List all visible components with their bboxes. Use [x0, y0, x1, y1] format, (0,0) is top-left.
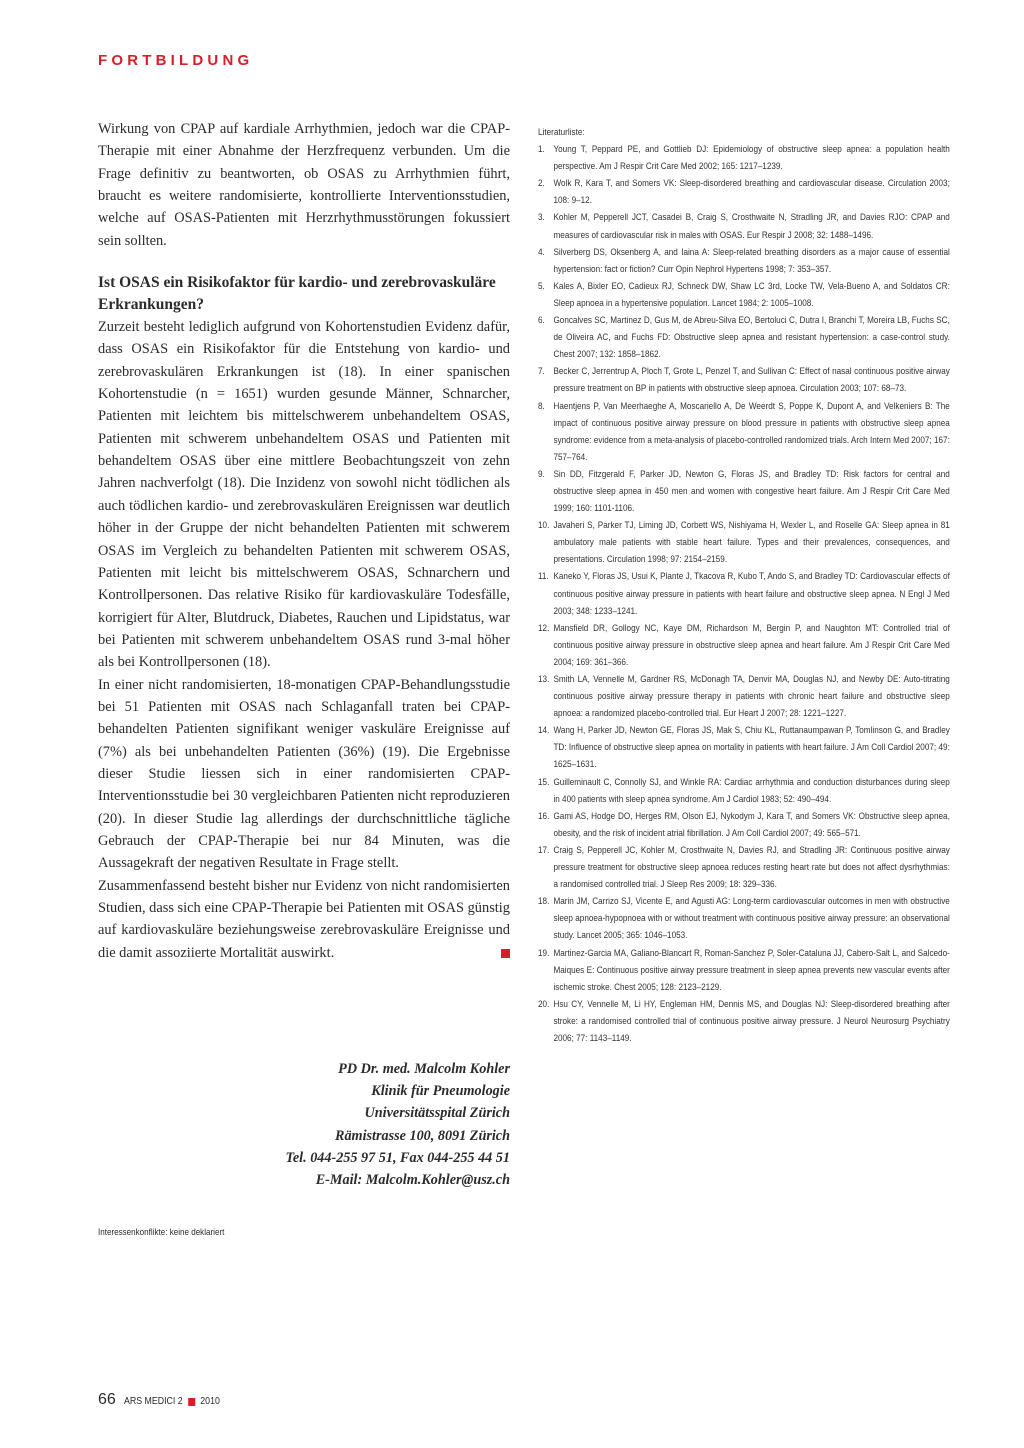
- page-footer: [98, 1391, 233, 1409]
- reference-number: 13.: [538, 674, 550, 685]
- reference-item: [538, 568, 950, 619]
- reference-text: Craig S, Pepperell JC, Kohler M, Crosthwaite N, Davies RJ, and Stradling JR: Continuous positive airway pressure treatment for obstructive sleep apnoea reduces resting heart rate but does not affect dysrhythmias: a randomised controlled trial. J Sleep Res 2009; 18: 329–336.: [553, 844, 950, 891]
- reference-number: 18.: [538, 896, 550, 908]
- reference-text: Javaheri S, Parker TJ, Liming JD, Corbett WS, Nishiyama H, Wexler L, and Roselle GA: Sleep apnea in 81 ambulatory male patients with stable heart failure. Types and their prevalences, consequences, and presentations. Circulation 1998; 97: 2154–2159.: [553, 520, 950, 566]
- reference-text: Sin DD, Fitzgerald F, Parker JD, Newton G, Floras JS, and Bradley TD: Risk factors for central and obstructive sleep apnea in 450 men and women with congestive heart failure. Am J Respir Crit Care Med 1999; 160: 1101-1106.: [553, 468, 950, 515]
- reference-item: [538, 996, 950, 1047]
- reference-number: 8.: [538, 400, 545, 412]
- reference-column: [538, 124, 950, 1047]
- reference-text: Marin JM, Carrizo SJ, Vicente E, and Agusti AG: Long-term cardiovascular outcomes in men with obstructive sleep apnoea-hypopnoea with or without treatment with continuous positive airway pressure: an observational study. Lancet 2005; 365: 1046–1053.: [553, 896, 950, 942]
- reference-number: 15.: [538, 776, 550, 788]
- paragraph-4-text: Zusammenfassend besteht bisher nur Evidenz von nicht randomisierten Studien, dass sich eine CPAP-Therapie bei Patienten mit OSAS günstig auf kardiovaskuläre beziehungsweise zerebrovaskuläre Ereignisse und die damit assoziierte Mortalität auswirkt.: [98, 877, 510, 961]
- paragraph-2: Zurzeit besteht lediglich aufgrund von Kohortenstudien Evidenz dafür, dass OSAS ein Risikofaktor für die Entstehung von kardio- und zerebrovaskulären Erkrankungen ist (18). In einer spanischen Kohortenstudie (n = 1651) wurden gesunde Männer, Schnarcher, Patienten mit leichtem bis mittelschwerem unbehandeltem OSAS, Patienten mit schwerem unbehandeltem OSAS und Patienten mit behandeltem OSAS über eine mittlere Beobachtungszeit von zehn Jahren nachverfolgt (18). Die Inzidenz von sowohl nicht tödlichen als auch tödlichen kardio- und zerebrovaskulären Ereignissen war deutlich höher in der Gruppe der nicht behandelten Patienten mit schwerem OSAS im Vergleich zu behandelten Patienten mit schwerem OSAS, Patienten mit leicht bis mittelschwerem OSAS, Schnarchern und Kontrollpersonen. Das relative Risiko für kardiovaskuläre Todesfälle, korrigiert für Alter, Blutdruck, Diabetes, Rauchen und Lipidstatus, war bei Patienten mit schwerem unbehandeltem OSAS rund 3-mal höher als bei Kontrollpersonen (18).: [98, 319, 510, 671]
- reference-text: Kohler M, Pepperell JCT, Casadei B, Craig S, Crosthwaite N, Stradling JR, and Davies RJO: CPAP and measures of cardiovascular risk in males with OSAS. Eur Respir J 2008; 32: 1488–1496.: [553, 212, 950, 241]
- author-clinic: Klinik für Pneumologie: [371, 1083, 510, 1100]
- paragraph-4: [98, 875, 510, 964]
- conflict-of-interest: Interessenkonflikte: keine deklariert: [98, 1226, 225, 1237]
- reference-item: [538, 517, 950, 568]
- journal-name: ARS MEDICI 2: [123, 1396, 183, 1407]
- reference-number: 1.: [538, 144, 545, 156]
- reference-number: 11.: [538, 571, 549, 583]
- reference-number: 17.: [538, 844, 550, 856]
- reference-number: 9.: [538, 468, 545, 480]
- reference-heading: Literaturliste:: [538, 127, 585, 138]
- reference-text: Smith LA, Vennelle M, Gardner RS, McDonagh TA, Denvir MA, Douglas NJ, and Newby DE: Auto-titrating continuous positive airway pressure therapy in patients with chronic heart failure and obstructive sleep apnoea: a randomized placebo-controlled trial. Eur Heart J 2007; 28: 1221–1227.: [553, 674, 950, 720]
- author-hospital: Universitätsspital Zürich: [364, 1105, 510, 1122]
- reference-text: Wang H, Parker JD, Newton GE, Floras JS, Mak S, Chiu KL, Ruttanaumpawan P, Tomlinson G, and Bradley TD: Influence of obstructive sleep apnea on mortality in patients with heart failure. J Am Coll Cardiol 2007; 49: 1625–1631.: [553, 725, 950, 771]
- reference-text: Young T, Peppard PE, and Gottlieb DJ: Epidemiology of obstructive sleep apnea: a population health perspective. Am J Respir Crit Care Med 2002; 165: 1217–1239.: [553, 144, 950, 173]
- reference-text: Silverberg DS, Oksenberg A, and Iaina A: Sleep-related breathing disorders as a major cause of essential hypertension: fact or fiction? Curr Opin Nephrol Hypertens 1998; 7: 353–357.: [553, 246, 950, 275]
- article-column: [98, 118, 510, 964]
- reference-item: [538, 722, 950, 773]
- reference-item: [538, 175, 950, 209]
- journal-year: 2010: [200, 1396, 220, 1407]
- reference-text: Goncalves SC, Martinez D, Gus M, de Abreu-Silva EO, Bertoluci C, Dutra I, Branchi T, Moreira LB, Fuchs SC, de Oliveira AC, and Fuchs FD: Obstructive sleep apnea and resistant hypertension: a case-control study. Chest 2007; 132: 1858–1862.: [553, 315, 950, 361]
- reference-text: Martinez-Garcia MA, Galiano-Blancart R, Roman-Sanchez P, Soler-Cataluna JJ, Cabero-Salt L, and Salcedo-Maiques E: Continuous positive airway pressure treatment in sleep apnea prevents new vascular events after ischemic stroke. Chest 2005; 128: 2123–2129.: [553, 947, 950, 993]
- author-street: Rämistrasse 100, 8091 Zürich: [334, 1127, 510, 1144]
- reference-number: 5.: [538, 280, 545, 292]
- end-of-article-mark: [501, 949, 510, 958]
- reference-text: Kaneko Y, Floras JS, Usui K, Plante J, Tkacova R, Kubo T, Ando S, and Bradley TD: Cardiovascular effects of continuous positive airway pressure in patients with heart failure and obstructive sleep apnea. N Engl J Med 2003; 348: 1233–1241.: [553, 571, 950, 617]
- reference-item: [538, 671, 950, 722]
- reference-text: Gami AS, Hodge DO, Herges RM, Olson EJ, Nykodym J, Kara T, and Somers VK: Obstructive sleep apnea, obesity, and the risk of incident atrial fibrillation. J Am Coll Cardiol 2007; 49: 565–571.: [553, 810, 950, 839]
- reference-item: [538, 312, 950, 363]
- author-address: [98, 1058, 510, 1191]
- reference-number: 16.: [538, 810, 550, 822]
- reference-number: 4.: [538, 246, 545, 258]
- page-number: 66: [98, 1391, 116, 1408]
- reference-text: Guilleminault C, Connolly SJ, and Winkle RA: Cardiac arrhythmia and conduction disturbances during sleep in 400 patients with sleep apnea syndrome. Am J Cardiol 1983; 52: 490–494.: [553, 776, 950, 805]
- reference-list: [538, 141, 950, 1047]
- journal-info: [124, 1396, 220, 1407]
- reference-text: Wolk R, Kara T, and Somers VK: Sleep-disordered breathing and cardiovascular disease. Circulation 2003; 108: 9–12.: [553, 178, 950, 207]
- reference-item: [538, 945, 950, 996]
- reference-item: [538, 278, 950, 312]
- reference-number: 20.: [538, 998, 550, 1010]
- reference-text: Kales A, Bixler EO, Cadieux RJ, Schneck DW, Shaw LC 3rd, Locke TW, Vela-Bueno A, and Soldatos CR: Sleep apnoea in a hypertensive population. Lancet 1984; 2: 1005–1008.: [553, 280, 950, 309]
- reference-text: Becker C, Jerrentrup A, Ploch T, Grote L, Penzel T, and Sullivan C: Effect of nasal continuous positive airway pressure treatment on BP in patients with obstructive sleep apnoea. Circulation 2003; 107: 68–73.: [553, 366, 950, 395]
- reference-number: 12.: [538, 622, 550, 634]
- author-phone: Tel. 044-255 97 51, Fax 044-255 44 51: [285, 1149, 510, 1166]
- reference-item: [538, 774, 950, 808]
- reference-number: 6.: [538, 315, 545, 327]
- section-header: FORTBILDUNG: [98, 52, 254, 69]
- reference-item: [538, 363, 950, 397]
- reference-number: 14.: [538, 725, 550, 737]
- reference-item: [538, 209, 950, 243]
- reference-item: [538, 842, 950, 893]
- footer-square-mark: [188, 1398, 195, 1406]
- reference-number: 10.: [538, 520, 550, 532]
- reference-text: Hsu CY, Vennelle M, Li HY, Engleman HM, Dennis MS, and Douglas NJ: Sleep-disordered breathing after stroke: a randomised controlled trial of continuous positive airway pressure. J Neurol Neurosurg Psychiatry 2006; 77: 1143–1149.: [553, 998, 950, 1044]
- reference-text: Mansfield DR, Gollogy NC, Kaye DM, Richardson M, Bergin P, and Naughton MT: Controlled trial of continuous positive airway pressure in obstructive sleep apnea and heart failure. Am J Respir Crit Care Med 2004; 169: 361–366.: [553, 622, 950, 668]
- reference-item: [538, 244, 950, 278]
- reference-item: [538, 398, 950, 466]
- reference-item: [538, 620, 950, 671]
- section-heading: Ist OSAS ein Risikofaktor für kardio- und zerebrovaskuläre Erkrankungen?: [98, 274, 496, 314]
- reference-item: [538, 141, 950, 175]
- reference-text: Haentjens P, Van Meerhaeghe A, Moscariello A, De Weerdt S, Poppe K, Dupont A, and Velkeniers B: The impact of continuous positive airway pressure on blood pressure in patients with obstructive sleep apnea syndrome: evidence from a meta-analysis of placebo-controlled randomized trials. Arch Intern Med 2007; 167: 757–764.: [553, 400, 950, 463]
- reference-item: [538, 466, 950, 517]
- paragraph-1: Wirkung von CPAP auf kardiale Arrhythmien, jedoch war die CPAP-Therapie mit einer Abnahme der Herzfrequenz verbunden. Um die Frage definitiv zu beantworten, ob OSAS zu Arrhythmien führt, braucht es weitere randomisierte, kontrollierte Interventionsstudien, welche auf OSAS-Patienten mit Herzrhythmusstörungen fokussiert sein sollten.: [98, 121, 510, 249]
- author-name: PD Dr. med. Malcolm Kohler: [338, 1061, 510, 1077]
- reference-number: 3.: [538, 212, 545, 224]
- reference-item: [538, 808, 950, 842]
- reference-number: 19.: [538, 947, 550, 959]
- author-email: E-Mail: Malcolm.Kohler@usz.ch: [315, 1172, 510, 1189]
- reference-number: 7.: [538, 366, 545, 378]
- reference-item: [538, 893, 950, 944]
- paragraph-3: In einer nicht randomisierten, 18-monatigen CPAP-Behandlungsstudie bei 51 Patienten mit OSAS nach Schlaganfall traten bei CPAP-behandelten Patienten signifikant weniger vaskuläre Ereignisse auf (7%) als bei unbehandelten Patienten (36%) (19). Die Ergebnisse dieser Studie liessen sich in einer randomisierten CPAP-Interventionsstudie bei 30 vergleichbaren Patienten nicht reproduzieren (20). In dieser Studie lag allerdings der durchschnittliche tägliche Gebrauch der CPAP-Therapie bei nur 84 Minuten, was die Aussagekraft der negativen Resultate in Frage stellt.: [98, 676, 510, 872]
- reference-number: 2.: [538, 178, 545, 190]
